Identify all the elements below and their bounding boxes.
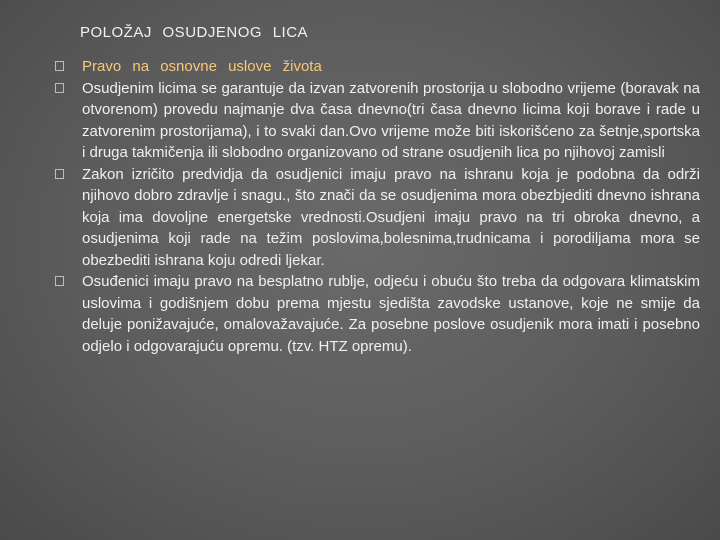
bullet-item xyxy=(58,164,700,272)
slide-title: POLOŽAJ OSUDJENOG LICA xyxy=(80,24,309,41)
bullet-item xyxy=(58,56,700,78)
box-bullet-icon xyxy=(55,61,64,71)
box-bullet-icon xyxy=(55,276,64,286)
bullet-item xyxy=(58,78,700,164)
box-bullet-icon xyxy=(55,83,64,93)
bullet-list xyxy=(58,56,700,357)
bullet-text: Osuđenici imaju pravo na besplatno rublje, odjeću i obuću što treba da odgovara klimatskim uslovima i godišnjem dobu prema mjestu sjedišta zavodske ustanove, koje ne smije da deluje ponižavajuće, omalovažavajuće. Za posebne poslove osudjenik mora imati i posebno odjelo i odgovarajuću opremu. (tzv. HTZ opremu). xyxy=(82,273,700,355)
box-bullet-icon xyxy=(55,169,64,179)
bullet-item xyxy=(58,271,700,357)
bullet-text: Zakon izričito predvidja da osudjenici imaju pravo na ishranu koja je podobna da održi njihovo dobro zdravlje i snagu., što znači da se osudjenima mora obezbjediti dnevno ishrana koja ima dovoljne energetske vrednosti.Osudjeni imaju pravo na tri obroka dnevno, a osudjenima koji rade na težim poslovima,bolesnima,trudnicama i porodiljama mora se obezbediti ishrana koju odredi ljekar. xyxy=(82,165,700,269)
bullet-text: Pravo na osnovne uslove života xyxy=(82,58,322,75)
bullet-text: Osudjenim licima se garantuje da izvan zatvorenih prostorija u slobodno vrijeme (boravak na otvorenom) provedu najmanje dva časa dnevno(tri časa dnevno licima koji borave i rade u zatvorenim prostorijama), i to svaki dan.Ovo vrijeme može biti iskorišćeno za šetnje,sportska i druga takmičenja ili slobodno organizovano od strane osudjenih lica po njihovoj zamisli xyxy=(82,79,700,161)
